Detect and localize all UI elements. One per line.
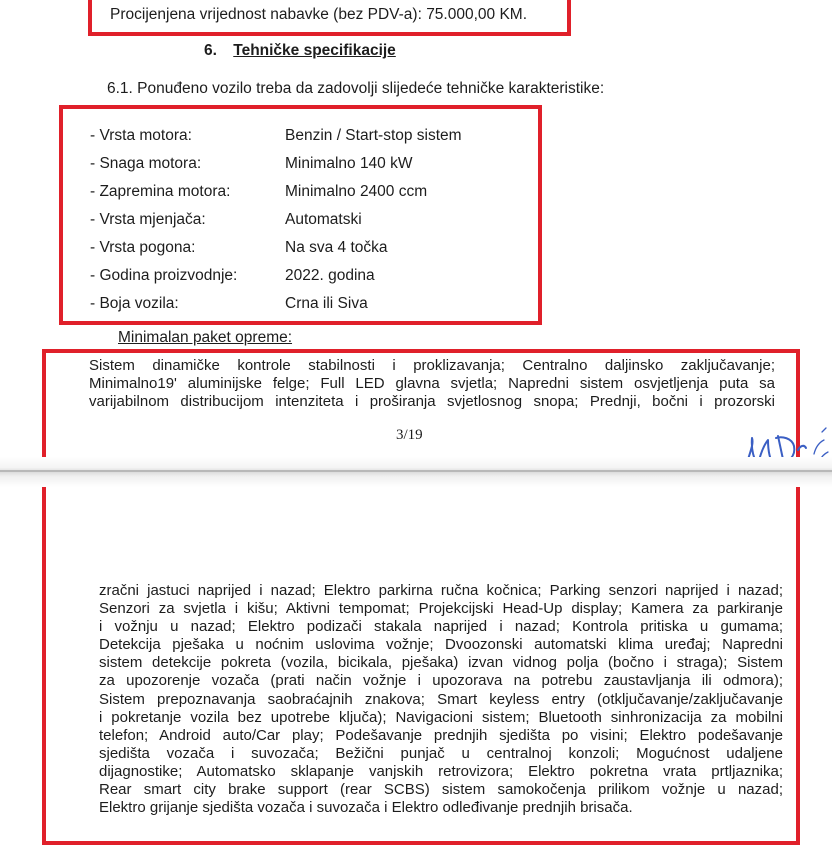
- paragraph-line: Elektro grijanje sjedišta vozača i suvozača i Elektro odleđivanje prednjih brisača.: [99, 799, 633, 817]
- paragraph-line: Detekcija pješaka u noćnim uslovima vožnje; Dvoozonski automatski klima uređaj; Napredni: [99, 636, 783, 654]
- spec-value: Automatski: [285, 211, 362, 228]
- spec-label: - Godina proizvodnje:: [90, 267, 238, 284]
- spec-label: - Boja vozila:: [90, 295, 179, 312]
- spec-value: Benzin / Start-stop sistem: [285, 127, 462, 144]
- package-heading: Minimalan paket opreme:: [118, 329, 293, 346]
- paragraph-line: dijagnostike; Automatsko sklapanje vanjskih retrovizora; Elektro pokretna vrata prtljaznika;: [99, 762, 783, 780]
- page-break-divider: [0, 457, 832, 487]
- package-paragraph-page2: [99, 582, 783, 817]
- paragraph-line: zračni jastuci naprijed i nazad; Elektro parkirna ručna kočnica; Parking senzori naprijed i nazad;: [99, 582, 783, 599]
- page-number: 3/19: [396, 427, 423, 443]
- section-title: Tehničke specifikacije: [233, 42, 396, 59]
- estimated-value-text: Procijenjena vrijednost nabavke (bez PDV-a): 75.000,00 KM.: [110, 6, 528, 23]
- spec-value: 2022. godina: [285, 267, 375, 284]
- paragraph-line: Rear smart city brake support (rear SCBS) sistem samokočenja prilikom vožnje u nazad;: [99, 781, 783, 799]
- paragraph-line: telefon; Android auto/Car play; Podešavanje prednjih sjedišta po visini; Elektro podešavanje: [99, 726, 783, 744]
- paragraph-line: za upozorenje vozača (prati način vožnje i upozorava na potrebu zaustavljanja ili odmora);: [99, 672, 783, 690]
- spec-value: Crna ili Siva: [285, 295, 368, 312]
- spec-value: Minimalno 140 kW: [285, 155, 413, 172]
- spec-label: - Vrsta motora:: [90, 127, 192, 144]
- package-paragraph-page1: [89, 357, 775, 411]
- paragraph-line: Senzori za svjetla i kišu; Aktivni tempomat; Projekcijski Head-Up display; Kamera za parkiranje: [99, 600, 783, 618]
- spec-label: - Snaga motora:: [90, 155, 202, 172]
- paragraph-line: Sistem dinamičke kontrole stabilnosti i proklizavanja; Centralno daljinsko zaključavanje;: [89, 357, 775, 374]
- spec-label: - Zapremina motora:: [90, 183, 231, 200]
- paragraph-line: i pokretanje vozila bez upotrebe ključa); Navigacioni sistem; Bluetooth sinhronizacija za mobilni: [99, 708, 783, 726]
- paragraph-line: Minimalno19' aluminijske felge; Full LED glavna svjetla; Napredni sistem osvjetljenja puta sa: [89, 375, 775, 393]
- paragraph-line: sjedišta vozača i suvozača; Bežični punjač u centralnoj konzoli; Mogućnost udaljene: [99, 744, 783, 762]
- spec-label: - Vrsta mjenjača:: [90, 211, 206, 228]
- paragraph-line: i vožnju u nazad; Elektro podizači stakala naprijed i nazad; Kontrola pritiska u gumama;: [99, 618, 783, 636]
- spec-label: - Vrsta pogona:: [90, 239, 196, 256]
- section-intro: 6.1. Ponuđeno vozilo treba da zadovolji slijedeće tehničke karakteristike:: [107, 80, 605, 97]
- paragraph-line: sistem detekcije pokreta (vozila, bicikala, pješaka) izvan vidnog polja (bočno i straga); Sistem: [99, 654, 783, 672]
- spec-value: Na sva 4 točka: [285, 239, 388, 256]
- section-number: 6.: [204, 42, 217, 59]
- paragraph-line: varijabilnom distribucijom intenziteta i proširanja svjetlosnog snopa; Prednji, bočni i prozorski: [89, 393, 775, 411]
- paragraph-line: Sistem prepoznavanja saobraćajnih znakova; Smart keyless entry (otključavanje/zaključavanje: [99, 690, 783, 708]
- section-heading: [204, 42, 396, 60]
- spec-value: Minimalno 2400 ccm: [285, 183, 428, 200]
